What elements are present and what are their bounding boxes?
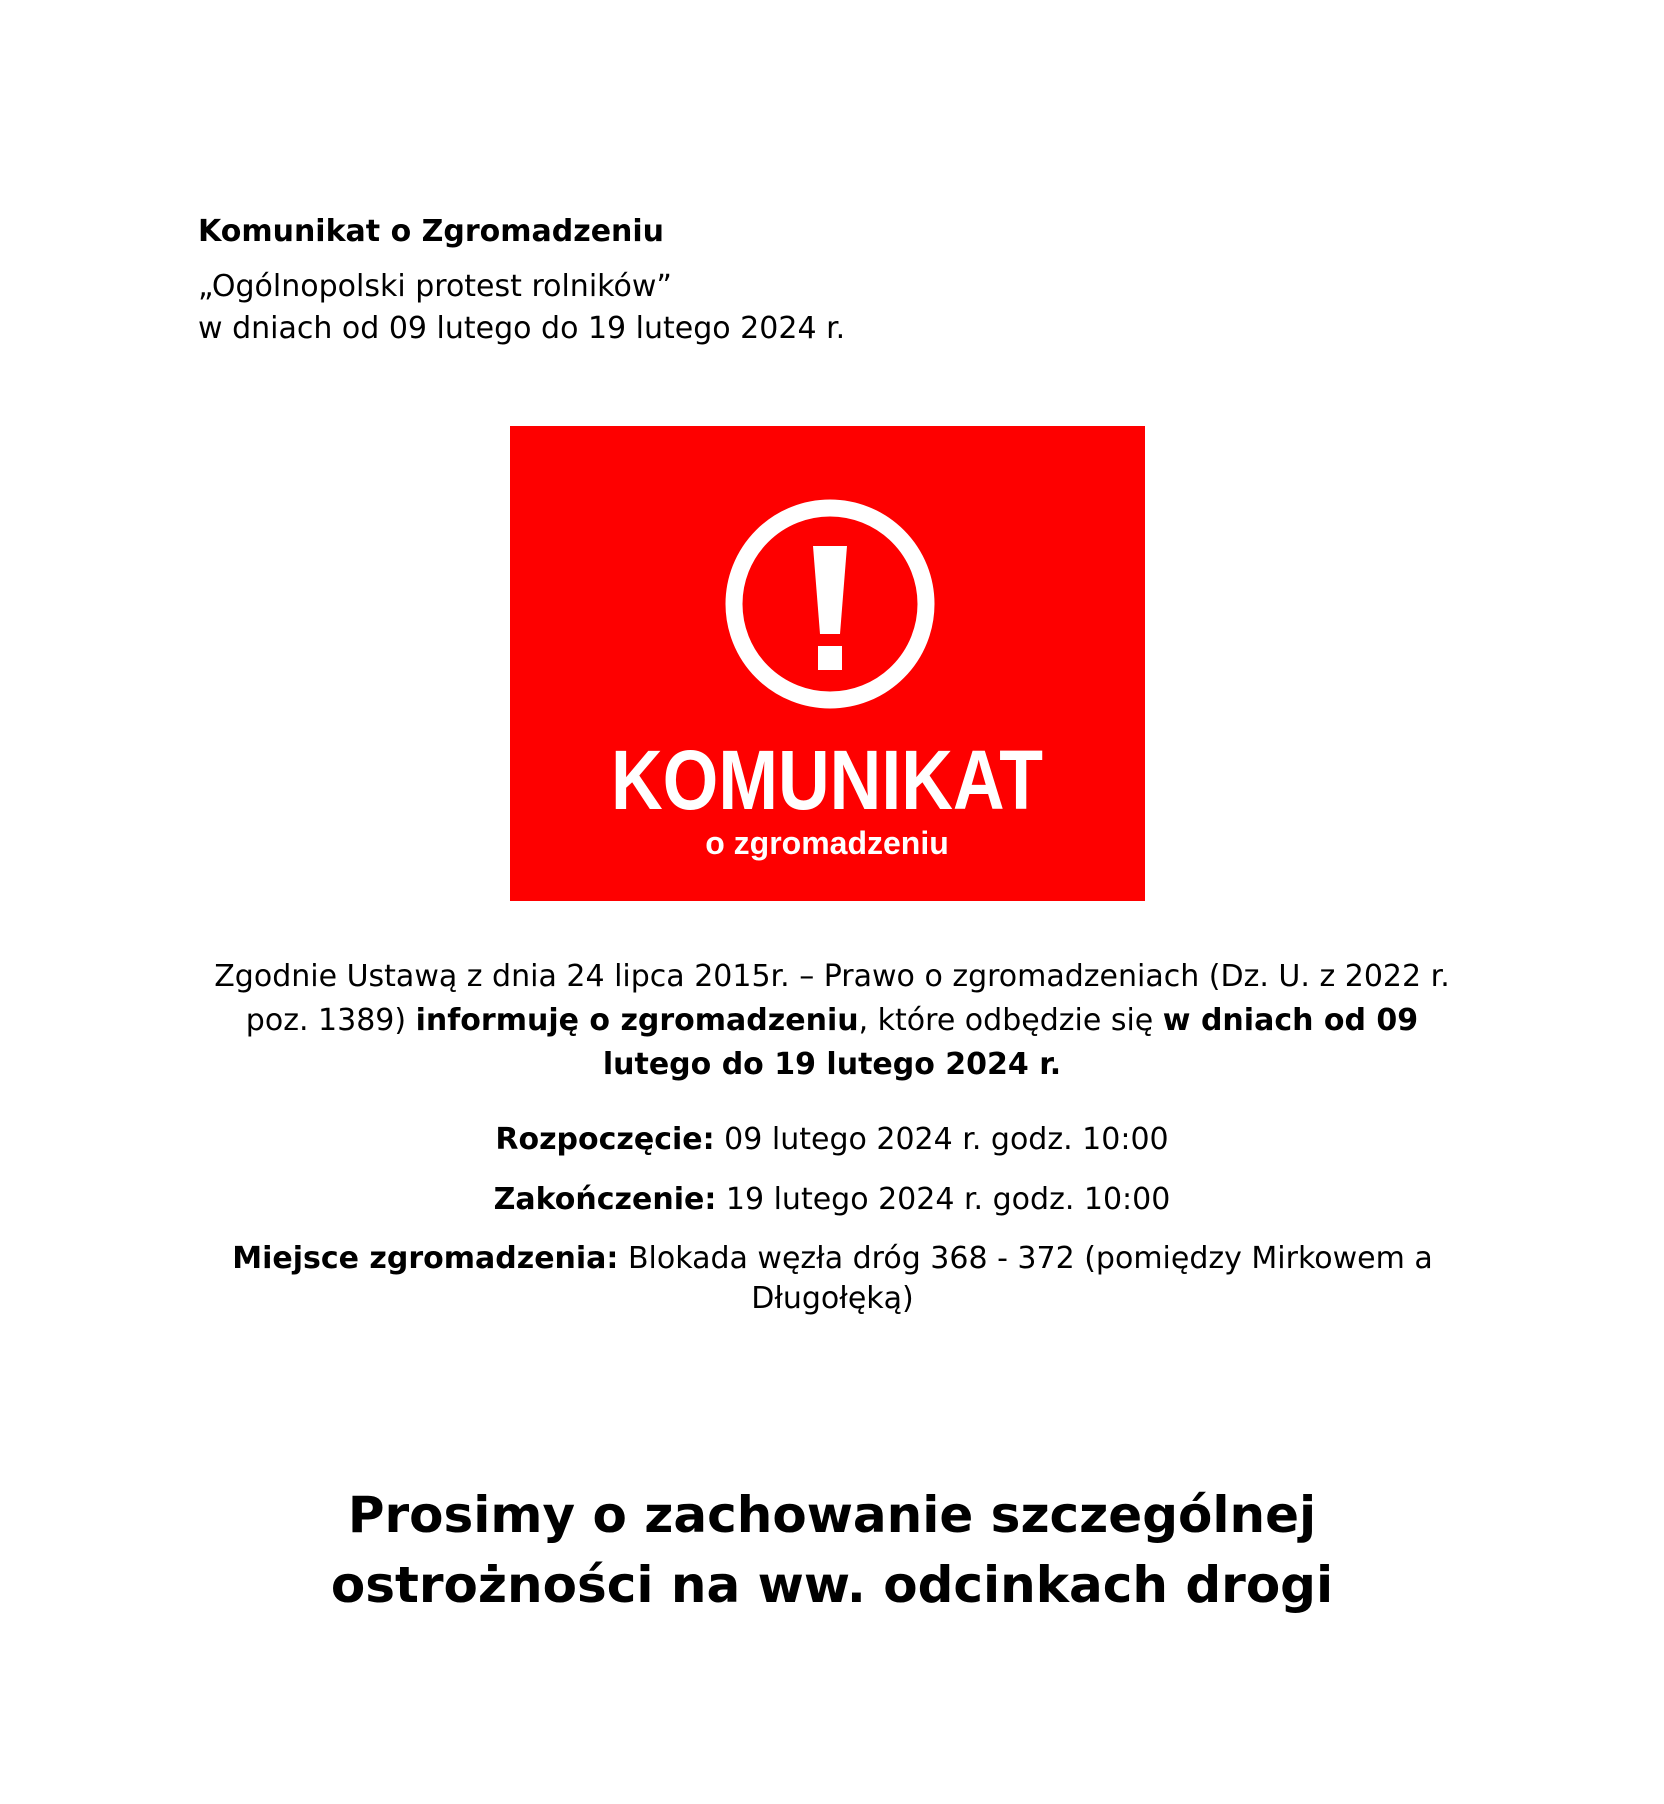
document-header bbox=[198, 212, 1398, 350]
closing-notice bbox=[198, 1480, 1466, 1620]
place-label: Miejsce zgromadzenia: bbox=[232, 1241, 619, 1276]
end-label: Zakończenie: bbox=[493, 1182, 717, 1217]
komunikat-banner bbox=[510, 426, 1145, 901]
place-detail bbox=[210, 1239, 1455, 1319]
banner-subheading: o zgromadzeniu bbox=[705, 825, 949, 861]
announcement-paragraph bbox=[198, 955, 1466, 1087]
end-value: 19 lutego 2024 r. godz. 10:00 bbox=[716, 1182, 1171, 1217]
end-detail bbox=[198, 1180, 1466, 1220]
exclamation-circle-icon bbox=[734, 508, 926, 700]
document-title: Komunikat o Zgromadzeniu bbox=[198, 214, 665, 249]
start-value: 09 lutego 2024 r. godz. 10:00 bbox=[714, 1122, 1169, 1157]
banner-graphic bbox=[510, 426, 1145, 901]
event-dates: w dniach od 09 lutego do 19 lutego 2024 r. bbox=[198, 311, 846, 346]
dates-text: w dniach od 09 lutego do 19 lutego 2024 r. bbox=[602, 1003, 1419, 1082]
legal-basis-text: Zgodnie Ustawą z dnia 24 lipca 2015r. – Prawo o zgromadzeniach (Dz. U. z 2022 r. poz. 1389) bbox=[214, 959, 1450, 1038]
closing-line-1: Prosimy o zachowanie szczególnej bbox=[347, 1486, 1317, 1544]
start-label: Rozpoczęcie: bbox=[495, 1122, 715, 1157]
inform-text: informuję o zgromadzeniu bbox=[415, 1003, 859, 1038]
start-detail bbox=[198, 1120, 1466, 1160]
place-value: Blokada węzła dróg 368 - 372 (pomiędzy Mirkowem a Długołęką) bbox=[618, 1241, 1433, 1316]
banner-heading: KOMUNIKAT bbox=[611, 733, 1043, 827]
event-name: „Ogólnopolski protest rolników” bbox=[198, 269, 672, 304]
connector-text: , które odbędzie się bbox=[858, 1003, 1163, 1038]
closing-line-2: ostrożności na ww. odcinkach drogi bbox=[330, 1556, 1334, 1614]
